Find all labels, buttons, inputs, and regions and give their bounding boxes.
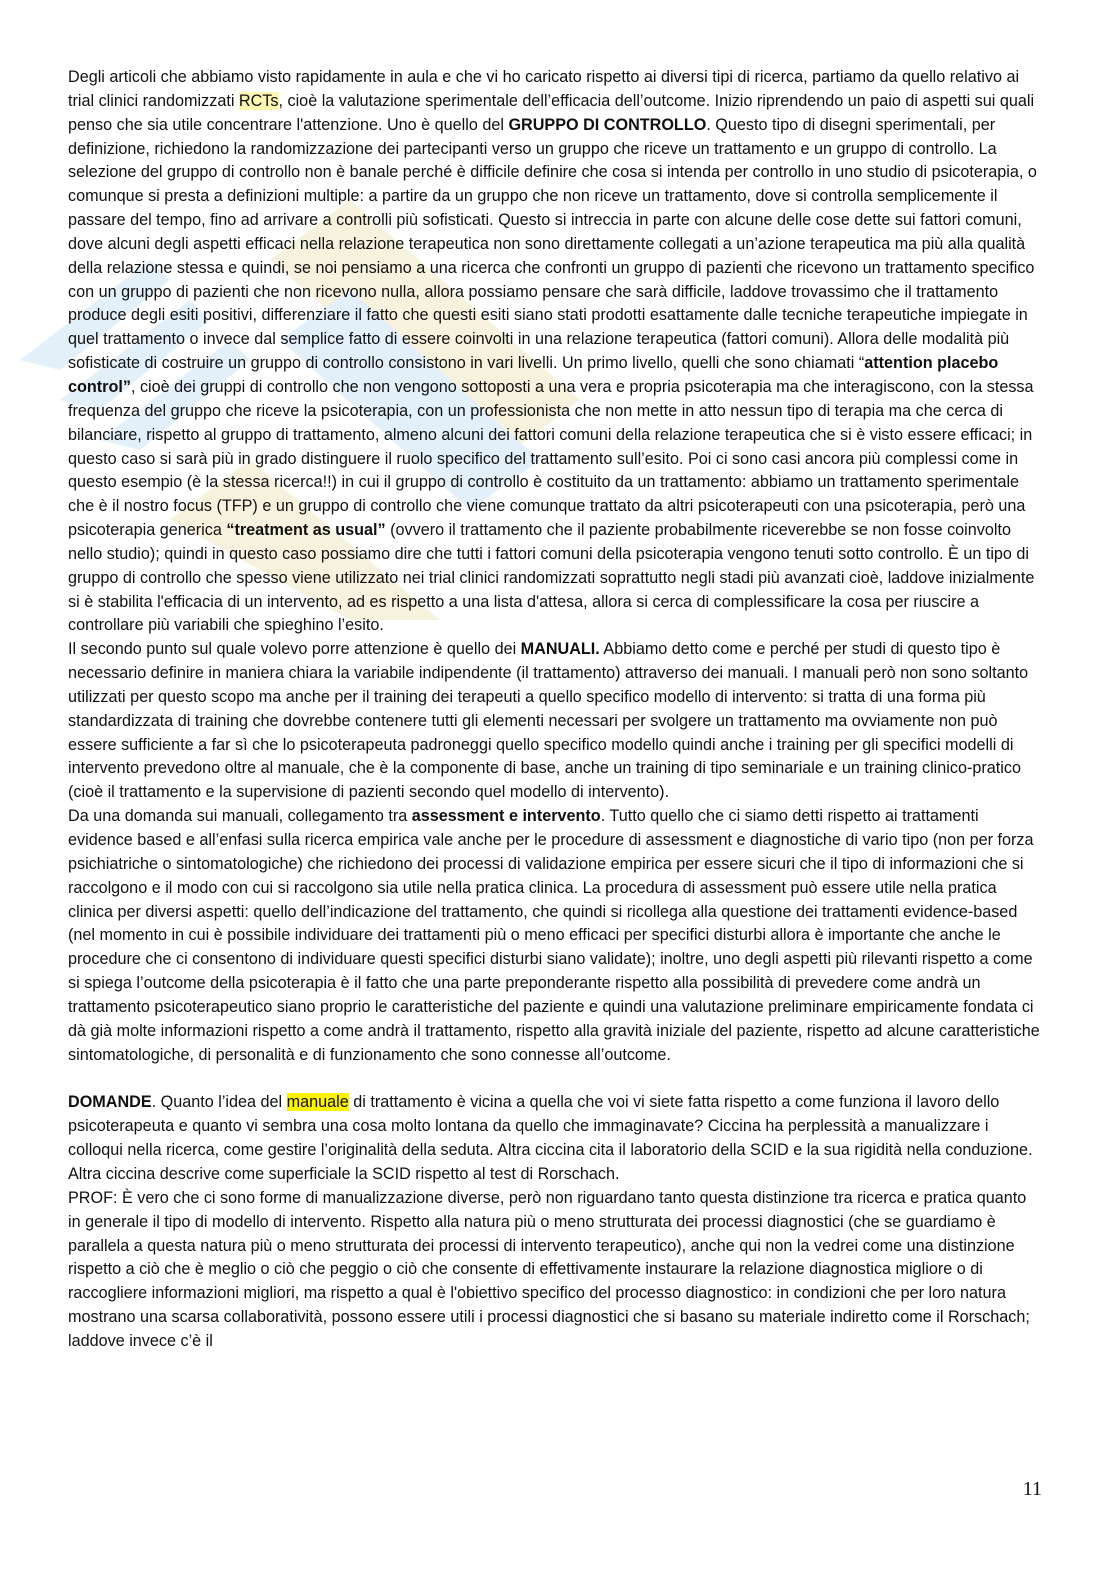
text-run: PROF: È vero che ci sono forme di manualizzazione diverse, però non riguardano tanto questa distinzione tra ricerca e pratica quanto in generale il tipo di modello di intervento. Rispetto alla natura più o meno strutturata dei processi diagnostici (che se guardiamo è parallela a questa natura più o meno strutturata dei processi di intervento terapeutico), anche qui non la vedrei come una distinzione rispetto a ciò che è meglio o ciò che peggio o ciò che consente di effettivamente instaurare la relazione diagnostica migliore o di raccogliere informazioni migliori, ma rispetto a qual è l'obiettivo specifico del processo diagnostico: in condizioni che per loro natura mostrano una scarsa collaboratività, possono essere utili i processi diagnostici che si basano su materiale indiretto come il Rorschach; laddove invece c’è il [68,1188,1030,1350]
paragraph [68,805,1043,1067]
text-run: . Tutto quello che ci siamo detti rispetto ai trattamenti evidence based e all’enfasi sulla ricerca empirica vale anche per le procedure di assessment e diagnostiche di vario tipo (non per forza psichiatriche o sintomatologiche) che richiedono dei processi di validazione empirica per essere sicuri che il tipo di informazioni che si raccolgono e il modo con cui si raccolgono sia utile nella pratica clinica. La procedura di assessment può essere utile nella pratica clinica per diversi aspetti: quello dell’indicazione del trattamento, che quindi si ricollega alla questione dei trattamenti evidence-based (nel momento in cui è possibile individuare dei trattamenti più o meno efficaci per specifici disturbi allora è importante che anche le procedure che ci consentono di individuare questi specifici disturbi siano validate); inoltre, uno degli aspetti più rilevanti rispetto a come si spiega l’outcome della psicoterapia è il fatto che una parte preponderante rispetto alla possibilità di prevedere come andrà un trattamento psicoterapeutico siano proprio le caratteristiche del paziente e quindi una valutazione preliminare empiricamente fondata ci dà già molte informazioni rispetto a come andrà il trattamento, rispetto alla gravità iniziale del paziente, rispetto ad alcune caratteristiche sintomatologiche, di personalità e di funzionamento che sono connesse all’outcome. [68,807,1040,1064]
bold-text: assessment e intervento [411,807,601,826]
text-run: , cioè la valutazione sperimentale dell’efficacia dell’outcome. Inizio riprendendo un paio di aspetti sui quali penso che sia utile concentrare l'attenzione. Uno è quello del [68,91,1035,134]
text-run: (ovvero il trattamento che il paziente probabilmente riceverebbe se non fosse coinvolto nello studio); quindi in questo caso possiamo dire che tutti i fattori comuni della psicoterapia vengono tenuti sotto controllo. È un tipo di gruppo di controllo che spesso viene utilizzato nei trial clinici randomizzati soprattutto negli stadi più avanzati cioè, laddove inizialmente si è stabilita l'efficacia di un intervento, ad es rispetto a una lista d'attesa, allora si cerca di complessificare la cosa per riuscire a controllare più variabili che spieghino l’esito. [68,521,1035,635]
text-run: Il secondo punto sul quale volevo porre attenzione è quello dei [68,640,521,659]
bold-text: DOMANDE [68,1093,152,1112]
bold-text: attention placebo control” [68,354,999,396]
bold-text: MANUALI. [520,640,600,659]
highlighted-text: manuale [286,1093,349,1112]
text-run: di trattamento è vicina a quella che voi vi siete fatta rispetto a come funziona il lavoro dello psicoterapeuta e quanto vi sembra una cosa molto lontana da quello che immaginavate? Ciccina ha perplessità a manualizzare i colloqui nella ricerca, come gestire l’originalità della seduta. Altra ciccina cita il laboratorio della SCID e la sua rigidità nella conduzione. Altra ciccina descrive come superficiale la SCID rispetto al test di Rorschach. [68,1093,1033,1183]
page-number: 11 [1022,1478,1042,1500]
text-run: . Quanto l’idea del [151,1093,287,1112]
bold-text: “treatment as usual” [226,521,386,540]
text-run: , cioè dei gruppi di controllo che non vengono sottoposti a una vera e propria psicoterapia ma che interagiscono, con la stessa frequenza del gruppo che riceve la psicoterapia, con un professionista che non mette in atto nessun tipo di terapia ma che cerca di bilanciare, rispetto al gruppo di trattamento, almeno alcuni dei fattori comuni della relazione terapeutica che si è visto essere efficaci; in questo caso si sarà più in grado distinguere il ruolo specifico del trattamento sull’esito. Poi ci sono casi ancora più complessi come in questo esempio (è la stessa ricerca!!) in cui il gruppo di controllo è costituito da un trattamento: abbiamo un trattamento sperimentale che è il nostro focus (TFP) e un gruppo di controllo che viene comunque trattato da altri psicoterapeuti con una psicoterapia, però una psicoterapia generica [68,377,1034,540]
text-run: . Questo tipo di disegni sperimentali, per definizione, richiedono la randomizzazione dei partecipanti verso un gruppo che riceve un trattamento e un gruppo di controllo. La selezione del gruppo di controllo non è banale perché è difficile definire che cosa si intenda per controllo in uno studio di psicoterapia, o comunque si presta a definizioni multiple: a partire da un gruppo che non riceve un trattamento, dove si controlla semplicemente il passare del tempo, fino ad arrivare a controlli più sofisticati. Questo si intreccia in parte con alcune delle cose dette sui fattori comuni, dove alcuni degli aspetti efficaci nella relazione terapeutica non sono direttamente collegati a un’azione terapeutica ma più alla qualità della relazione stessa e quindi, se noi pensiamo a una ricerca che confronti un gruppo di pazienti che ricevono un trattamento specifico con un gruppo di pazienti che non ricevono nulla, allora possiamo pensare che sarà difficile, laddove trovassimo che il trattamento produce degli esiti positivi, differenziare il fatto che questi esiti siano stati prodotti esattamente dalle tecniche terapeutiche impiegate in quel trattamento o invece dal semplice fatto di essere coinvolti in una relazione terapeutica (fattori comuni). Allora delle modalità più sofisticate di costruire un gruppo di controllo consistono in vari livelli. Un primo livello, quelli che sono chiamati “ [68,115,1037,373]
text-run: Degli articoli che abbiamo visto rapidamente in aula e che vi ho caricato rispetto ai diversi tipi di ricerca, partiamo da quello relativo ai trial clinici randomizzati [68,68,1020,110]
text-run: Abbiamo detto come e perché per studi di questo tipo è necessario definire in maniera chiara la variabile indipendente (il trattamento) attraverso dei manuali. I manuali però non sono soltanto utilizzati per questo scopo ma anche per il training dei terapeuti a quello specifico modello di intervento: si tratta di una forma più standardizzata di training che dovrebbe contenere tutti gli elementi necessari per svolgere un trattamento ma ovviamente non può essere sufficiente a far sì che lo psicoterapeuta padroneggi quello specifico modello quindi anche i training per gli specifici modelli di intervento prevedono oltre al manuale, che è la componente di base, anche un training di tipo seminariale e un training clinico-pratico (cioè il trattamento e la supervisione di pazienti secondo quel modello di intervento). [68,640,1029,802]
paragraph [68,1091,1043,1186]
text-run: Da una domanda sui manuali, collegamento tra [68,807,412,826]
paragraph-gap [68,1067,1043,1091]
paragraph [68,638,1043,805]
document-body [68,66,1043,1354]
paragraph [68,66,1043,638]
paragraph [68,1187,1043,1354]
bold-text: GRUPPO DI CONTROLLO [508,115,707,134]
highlighted-text: RCTs [238,91,279,110]
